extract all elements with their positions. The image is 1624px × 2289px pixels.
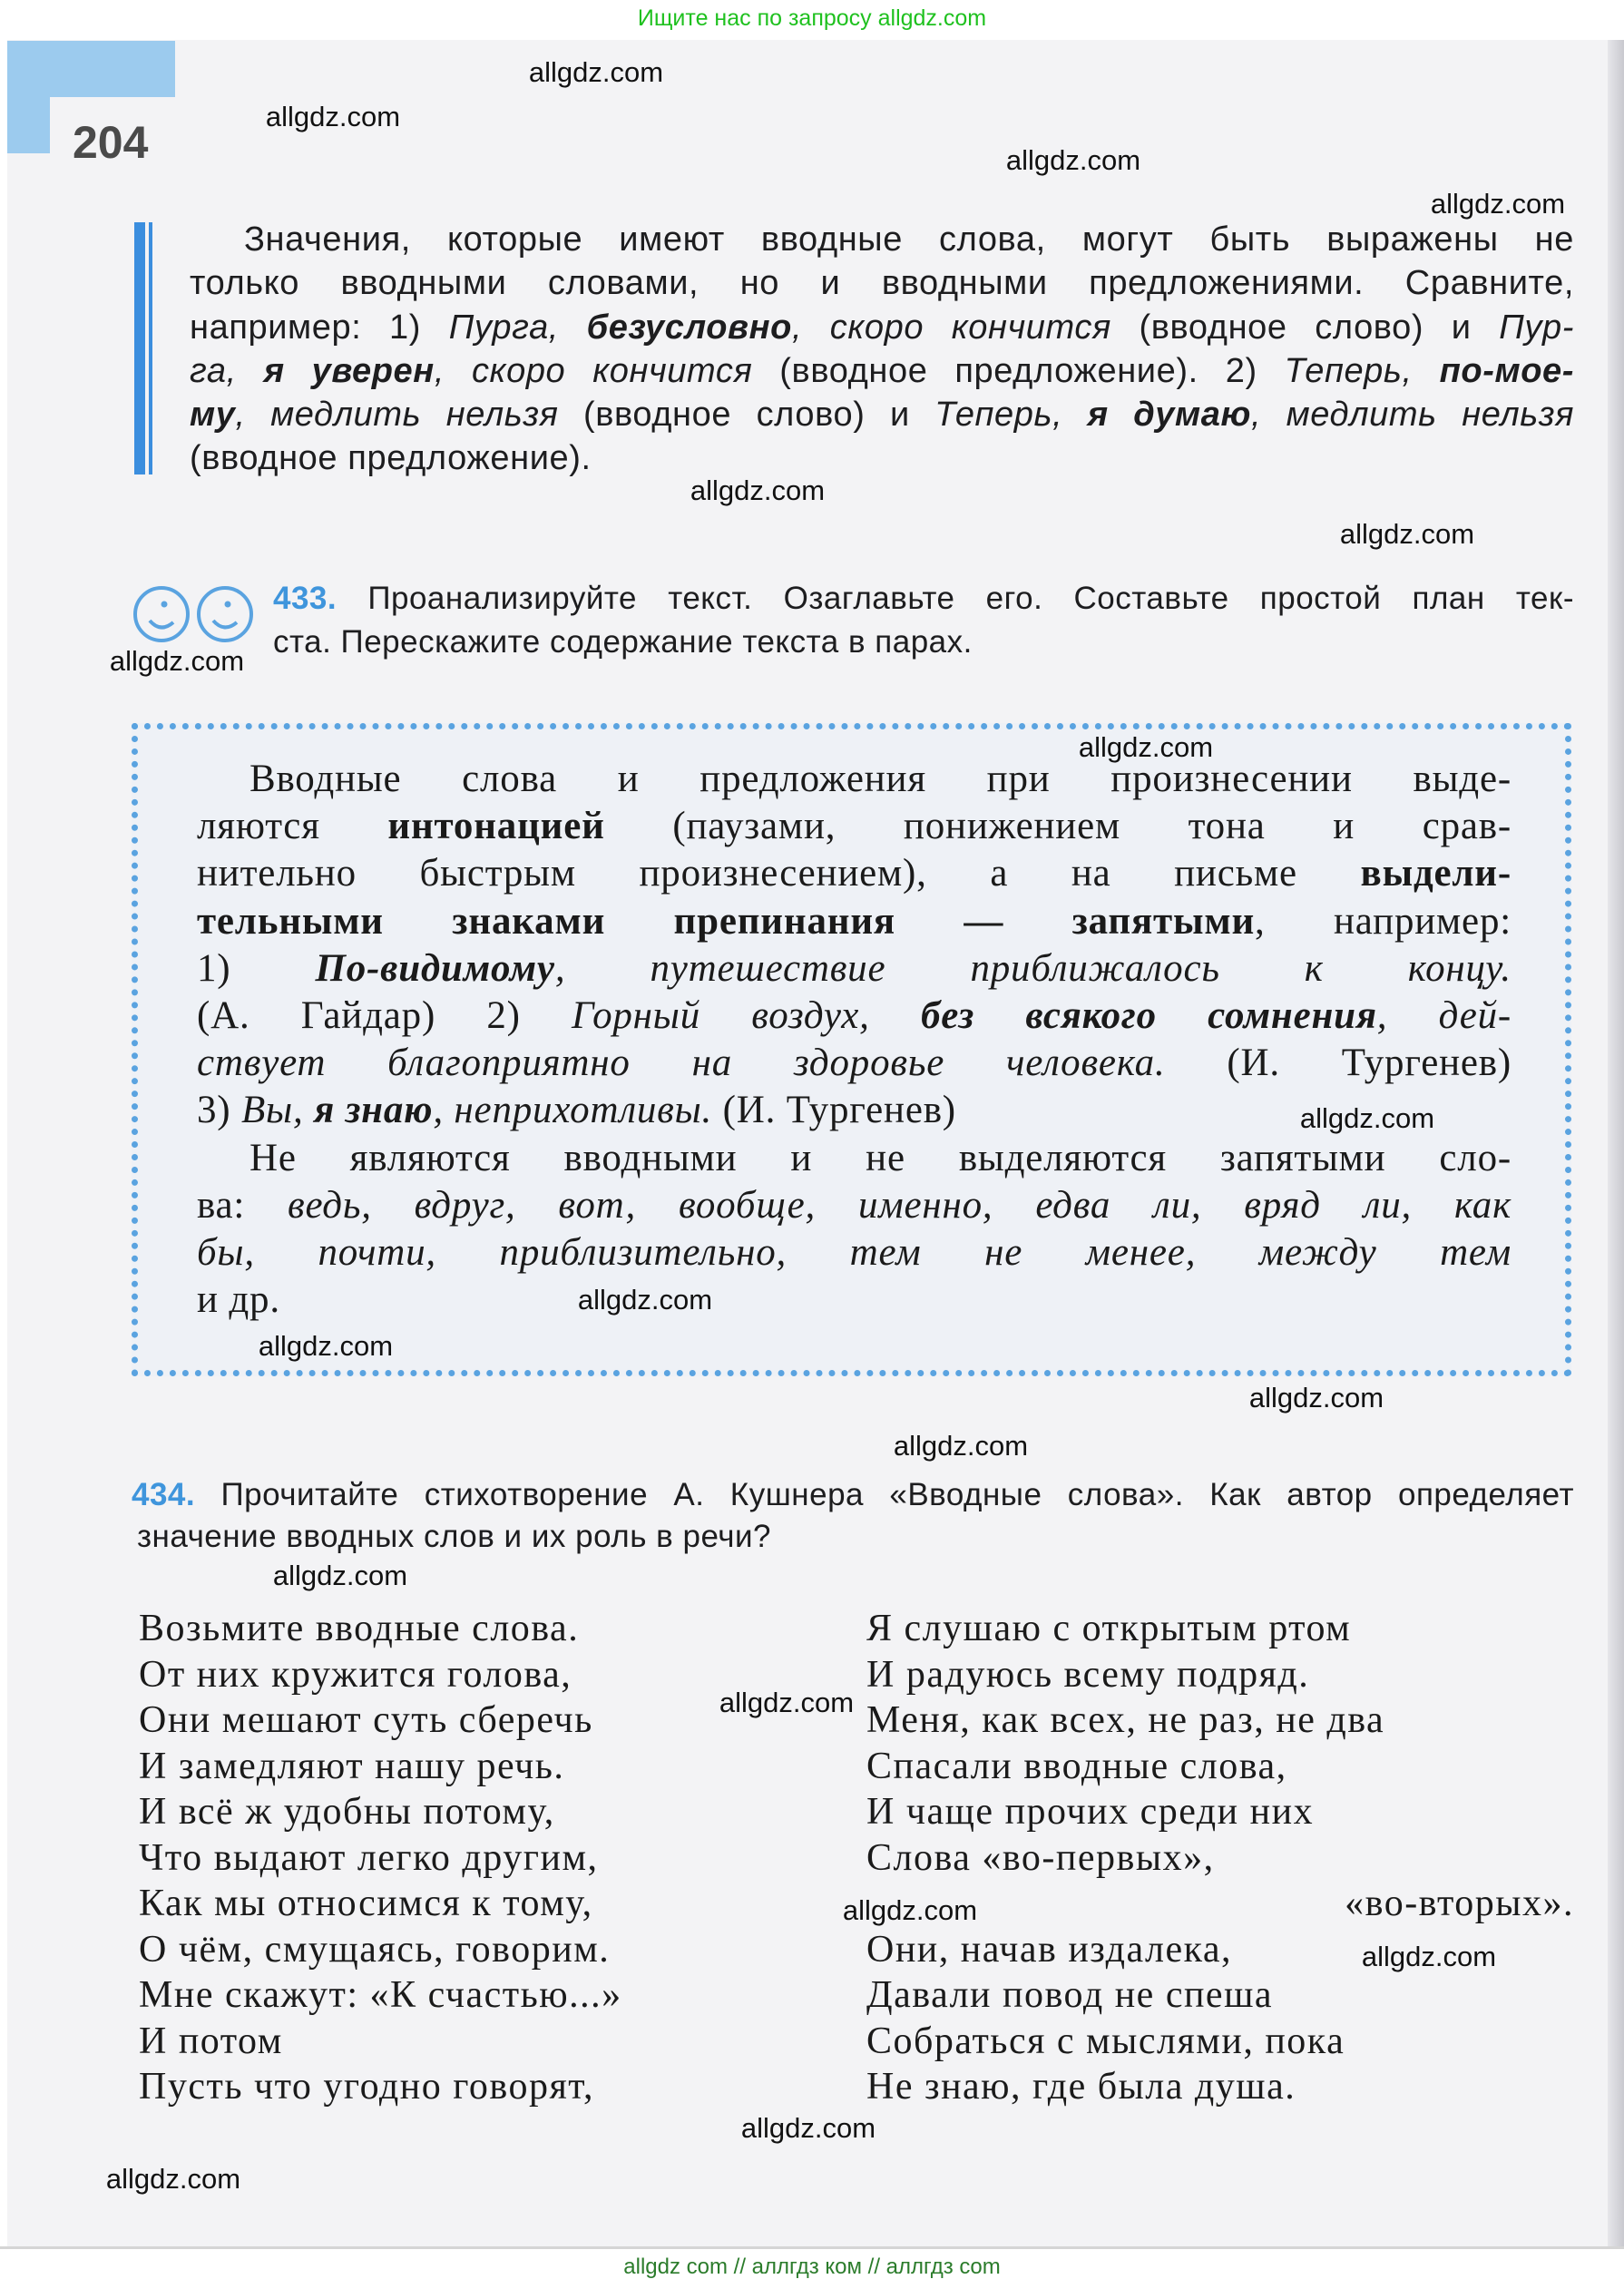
watermark: allgdz.com	[265, 101, 401, 132]
text-line	[190, 218, 1574, 261]
text-run: (вводное предложение).	[190, 439, 592, 478]
poem-line: Они мешают суть сберечь	[139, 1699, 593, 1741]
watermark: allgdz.com	[528, 56, 664, 88]
poem-line: Слова «во-первых»,	[866, 1836, 1215, 1879]
exercise-text: значение вводных слов и их роль в речи?	[137, 1519, 771, 1554]
text-run: Теперь,	[934, 396, 1088, 435]
text-run: Пур-	[1499, 308, 1574, 347]
emphasized-text: я думаю	[1087, 396, 1251, 435]
emphasized-text: безусловно	[586, 308, 792, 347]
watermark: allgdz.com	[1430, 188, 1566, 220]
watermark: allgdz.com	[1248, 1382, 1384, 1414]
text-line	[197, 993, 1511, 1040]
exercise-text: Прочитайте стихотворение А. Кушнера «Вводные слова». Как автор определяет	[220, 1477, 1574, 1512]
text-run: например: 1)	[190, 308, 449, 347]
watermark: allgdz.com	[272, 1560, 408, 1591]
page-number: 204	[73, 117, 149, 168]
watermark: allgdz.com	[1078, 731, 1214, 763]
text-run: ляются	[197, 805, 388, 848]
text-run: (вводное слово) и	[558, 396, 935, 435]
text-run: , например:	[1255, 899, 1511, 943]
text-run: (И. Тургенев)	[1165, 1042, 1511, 1085]
rule-paragraph	[190, 218, 1574, 481]
watermark: allgdz.com	[719, 1687, 855, 1718]
text-run: нительно быстрым произнесением), а на письме	[197, 852, 1361, 895]
page-edge	[1608, 40, 1624, 2246]
text-line	[197, 756, 1511, 803]
text-line	[190, 306, 1574, 349]
poem-line: И потом	[139, 2020, 283, 2062]
watermark: allgdz.com	[1361, 1941, 1497, 1972]
text-run: (вводное предложение). 2)	[752, 351, 1285, 390]
emphasized-text: тельными знаками препинания — запятыми	[197, 899, 1256, 943]
poem-right-column	[866, 1606, 1574, 2110]
rule-box-text	[197, 756, 1511, 1324]
poem-line: Что выдают легко другим,	[139, 1836, 599, 1879]
poem-line: От них кружится голова,	[139, 1653, 572, 1696]
poem-line: Пусть что угодно говорят,	[139, 2066, 594, 2108]
watermark: allgdz.com	[690, 474, 826, 506]
poem-line: Собраться с мыслями, пока	[866, 2020, 1345, 2062]
text-line	[197, 1277, 1511, 1324]
poem-line: И чаще прочих среди них	[866, 1791, 1315, 1833]
text-run: Не являются вводными и не выделяются запятыми сло-	[249, 1136, 1511, 1179]
poem-line: Я слушаю с открытым ртом	[866, 1608, 1352, 1649]
watermark: allgdz.com	[1299, 1102, 1435, 1134]
text-line	[197, 803, 1511, 850]
text-run: , медлить нельзя	[235, 396, 559, 435]
emphasized-text: я уверен	[263, 351, 435, 390]
emphasized-text: по-мое-	[1439, 351, 1574, 390]
text-run: (А. Гайдар) 2)	[197, 994, 572, 1038]
pair-work-smiley-icon	[132, 584, 259, 644]
watermark: allgdz.com	[1339, 518, 1475, 550]
text-run: ва:	[197, 1183, 289, 1227]
text-run: 3)	[197, 1089, 241, 1132]
text-run: , скоро кончится	[791, 308, 1111, 347]
text-run: , дей-	[1376, 994, 1511, 1038]
text-run: (И. Тургенев)	[712, 1089, 956, 1132]
exercise-number: 433.	[273, 581, 338, 616]
emphasized-text: выдели-	[1360, 852, 1511, 895]
poem-line: «во-вторых».	[1345, 1883, 1574, 1924]
text-run: Пурга,	[448, 308, 587, 347]
watermark: allgdz.com	[109, 645, 245, 677]
text-run: , скоро кончится	[434, 351, 753, 390]
emphasized-text: я знаю	[314, 1089, 434, 1132]
text-run: , путешествие приближалось к концу.	[554, 946, 1511, 990]
exercise-433	[273, 581, 1574, 660]
banner-text: Ищите нас по запросу allgdz.com	[637, 5, 987, 31]
poem-line: Мне скажут: «К счастью...»	[139, 1974, 622, 2016]
text-line	[190, 349, 1574, 393]
top-banner	[0, 0, 1624, 40]
text-line	[190, 393, 1574, 436]
watermark: allgdz.com	[577, 1284, 713, 1316]
text-line	[197, 1229, 1511, 1277]
poem-line: И радуюсь всему подряд.	[866, 1653, 1310, 1696]
poem-line: Меня, как всех, не раз, не два	[866, 1699, 1385, 1741]
text-run: бы, почти, приблизительно, тем не менее, между тем	[197, 1231, 1511, 1275]
text-run: (паузами, понижением тона и срав-	[604, 805, 1512, 848]
text-line	[197, 1135, 1511, 1182]
text-line	[197, 1040, 1511, 1087]
footer-divider	[0, 2246, 1624, 2249]
exercise-number: 434.	[132, 1477, 196, 1512]
text-run: , медлить нельзя	[1250, 396, 1574, 435]
text-run: Вводные слова и предложения при произнесении выде-	[249, 758, 1511, 800]
exercise-text: Проанализируйте текст. Озаглавьте его. Составьте простой план тек-	[367, 581, 1574, 616]
watermark: allgdz.com	[1005, 144, 1141, 176]
exercise-text: ста. Перескажите содержание текста в парах.	[273, 624, 973, 660]
text-run: Вы,	[240, 1089, 315, 1132]
text-run: , неприхотливы.	[433, 1089, 713, 1132]
text-run: ствует благоприятно на здоровье человека.	[197, 1042, 1166, 1085]
page-corner-tab	[7, 41, 175, 97]
text-line	[197, 898, 1511, 945]
poem-line: Давали повод не спеша	[866, 1974, 1274, 2016]
watermark: allgdz.com	[842, 1894, 978, 1926]
poem-line: Спасали вводные слова,	[866, 1745, 1287, 1787]
poem-line: Не знаю, где была душа.	[866, 2066, 1296, 2108]
text-run: Значения, которые имеют вводные слова, могут быть выражены не	[244, 220, 1574, 259]
text-run: только вводными словами, но и вводными предложениями. Сравните,	[190, 264, 1574, 303]
text-run: Горный воздух,	[572, 994, 921, 1038]
page-corner-tab-stem	[7, 97, 50, 153]
text-line	[190, 261, 1574, 305]
text-run: га,	[190, 351, 264, 390]
text-line	[197, 850, 1511, 897]
watermark: allgdz.com	[893, 1430, 1029, 1462]
text-run: ведь, вдруг, вот, вообще, именно, едва ли, вряд ли, как	[288, 1183, 1512, 1227]
rule-marker-bar	[134, 222, 145, 474]
text-run: Теперь,	[1284, 351, 1440, 390]
poem-line: О чём, смущаясь, говорим.	[139, 1928, 611, 1971]
text-run: и др.	[197, 1278, 280, 1322]
rule-marker-bar-thin	[149, 222, 152, 474]
poem-line: И замедляют нашу речь.	[139, 1745, 565, 1787]
poem-line: Возьмите вводные слова.	[139, 1608, 580, 1649]
text-run: (вводное слово) и	[1110, 308, 1500, 347]
text-line	[190, 436, 1574, 480]
footer-text: allgdz com // аллгдз ком // аллгдз com	[623, 2255, 1001, 2279]
emphasized-text: без всякого сомнения	[920, 994, 1377, 1038]
poem-left-column	[139, 1606, 828, 2110]
emphasized-text: интонацией	[387, 805, 605, 848]
poem-line: И всё ж удобны потому,	[139, 1791, 555, 1833]
text-line	[197, 1182, 1511, 1229]
watermark: allgdz.com	[105, 2163, 241, 2195]
watermark: allgdz.com	[258, 1330, 394, 1362]
text-run: 1)	[197, 946, 316, 990]
poem-line: Как мы относимся к тому,	[139, 1883, 593, 1924]
emphasized-text: му	[190, 396, 236, 435]
text-line	[197, 945, 1511, 993]
poem-line: Они, начав издалека,	[866, 1928, 1233, 1971]
exercise-434	[132, 1477, 1574, 1555]
emphasized-text: По-видимому	[315, 946, 555, 990]
watermark: allgdz.com	[740, 2112, 876, 2144]
